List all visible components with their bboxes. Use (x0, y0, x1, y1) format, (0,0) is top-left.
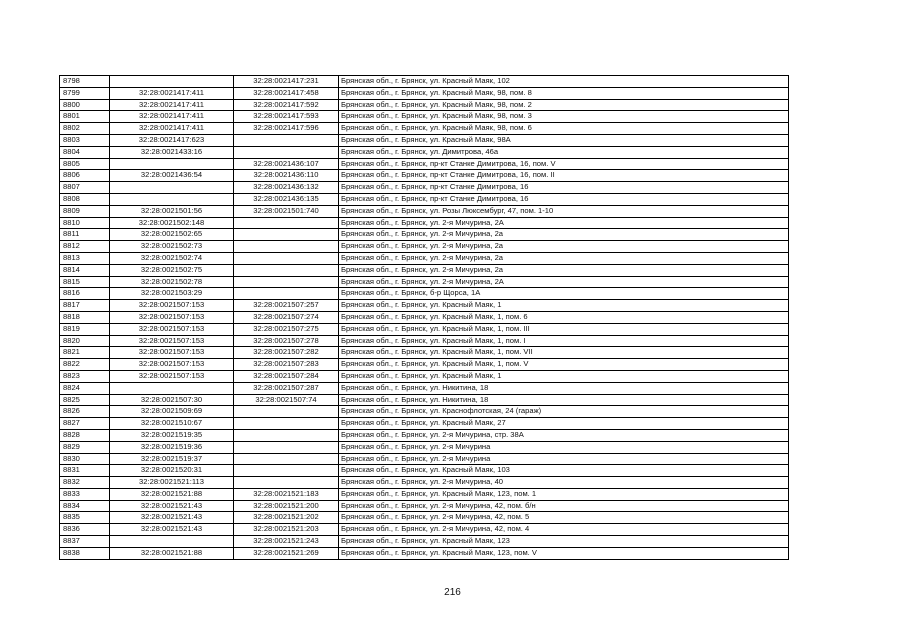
address-cell: Брянская обл., г. Брянск, ул. 2-я Мичурина (339, 441, 789, 453)
row-number-cell: 8811 (60, 229, 110, 241)
table-row (60, 182, 789, 194)
table-row (60, 158, 789, 170)
row-number-cell: 8834 (60, 500, 110, 512)
land-cadastral-number-cell: 32:28:0021507:153 (110, 359, 234, 371)
address-cell: Брянская обл., г. Брянск, ул. Красный Маяк, 123 (339, 536, 789, 548)
address-cell: Брянская обл., г. Брянск, ул. 2-я Мичурина, 2а (339, 264, 789, 276)
row-number-cell: 8838 (60, 547, 110, 559)
row-number-cell: 8805 (60, 158, 110, 170)
table-row (60, 241, 789, 253)
row-number-cell: 8829 (60, 441, 110, 453)
address-cell: Брянская обл., г. Брянск, пр-кт Станке Димитрова, 16 (339, 193, 789, 205)
land-cadastral-number-cell: 32:28:0021521:43 (110, 500, 234, 512)
address-cell: Брянская обл., г. Брянск, ул. Димитрова, 46а (339, 146, 789, 158)
address-cell: Брянская обл., г. Брянск, ул. 2-я Мичурина, 2А (339, 276, 789, 288)
building-cadastral-number-cell: 32:28:0021436:107 (234, 158, 339, 170)
table-row (60, 370, 789, 382)
row-number-cell: 8808 (60, 193, 110, 205)
row-number-cell: 8821 (60, 347, 110, 359)
land-cadastral-number-cell (110, 182, 234, 194)
table-row (60, 536, 789, 548)
address-cell: Брянская обл., г. Брянск, ул. Красный Маяк, 1 (339, 300, 789, 312)
building-cadastral-number-cell (234, 241, 339, 253)
registry-table-body (60, 76, 789, 560)
table-row (60, 193, 789, 205)
address-cell: Брянская обл., г. Брянск, пр-кт Станке Димитрова, 16 (339, 182, 789, 194)
building-cadastral-number-cell: 32:28:0021507:74 (234, 394, 339, 406)
building-cadastral-number-cell (234, 217, 339, 229)
row-number-cell: 8828 (60, 429, 110, 441)
row-number-cell: 8809 (60, 205, 110, 217)
land-cadastral-number-cell (110, 382, 234, 394)
address-cell: Брянская обл., г. Брянск, ул. Красный Маяк, 98А (339, 134, 789, 146)
land-cadastral-number-cell: 32:28:0021501:56 (110, 205, 234, 217)
row-number-cell: 8802 (60, 123, 110, 135)
building-cadastral-number-cell: 32:28:0021507:275 (234, 323, 339, 335)
table-row (60, 347, 789, 359)
table-row (60, 418, 789, 430)
land-cadastral-number-cell: 32:28:0021417:411 (110, 111, 234, 123)
land-cadastral-number-cell: 32:28:0021521:43 (110, 524, 234, 536)
row-number-cell: 8831 (60, 465, 110, 477)
table-row (60, 111, 789, 123)
row-number-cell: 8823 (60, 370, 110, 382)
address-cell: Брянская обл., г. Брянск, ул. Красный Маяк, 98, пом. 8 (339, 87, 789, 99)
address-cell: Брянская обл., г. Брянск, ул. Красный Маяк, 27 (339, 418, 789, 430)
building-cadastral-number-cell: 32:28:0021521:243 (234, 536, 339, 548)
address-cell: Брянская обл., г. Брянск, ул. 2-я Мичурина, 42, пом. 4 (339, 524, 789, 536)
row-number-cell: 8822 (60, 359, 110, 371)
land-cadastral-number-cell: 32:28:0021521:43 (110, 512, 234, 524)
row-number-cell: 8807 (60, 182, 110, 194)
table-row (60, 264, 789, 276)
address-cell: Брянская обл., г. Брянск, ул. Красный Маяк, 123, пом. 1 (339, 488, 789, 500)
address-cell: Брянская обл., г. Брянск, ул. Красный Маяк, 1 (339, 370, 789, 382)
land-cadastral-number-cell: 32:28:0021507:30 (110, 394, 234, 406)
land-cadastral-number-cell: 32:28:0021519:36 (110, 441, 234, 453)
land-cadastral-number-cell: 32:28:0021502:75 (110, 264, 234, 276)
address-cell: Брянская обл., г. Брянск, ул. 2-я Мичурина (339, 453, 789, 465)
address-cell: Брянская обл., г. Брянск, ул. Красный Маяк, 98, пом. 3 (339, 111, 789, 123)
table-row (60, 453, 789, 465)
address-cell: Брянская обл., г. Брянск, пр-кт Станке Димитрова, 16, пом. V (339, 158, 789, 170)
building-cadastral-number-cell: 32:28:0021417:593 (234, 111, 339, 123)
table-row (60, 394, 789, 406)
table-row (60, 359, 789, 371)
land-cadastral-number-cell: 32:28:0021502:65 (110, 229, 234, 241)
table-row (60, 123, 789, 135)
building-cadastral-number-cell: 32:28:0021436:135 (234, 193, 339, 205)
land-cadastral-number-cell: 32:28:0021521:113 (110, 477, 234, 489)
table-row (60, 323, 789, 335)
land-cadastral-number-cell: 32:28:0021502:73 (110, 241, 234, 253)
address-cell: Брянская обл., г. Брянск, ул. Розы Люксембург, 47, пом. 1-10 (339, 205, 789, 217)
building-cadastral-number-cell (234, 276, 339, 288)
table-row (60, 170, 789, 182)
land-cadastral-number-cell: 32:28:0021507:153 (110, 300, 234, 312)
address-cell: Брянская обл., г. Брянск, ул. Красный Маяк, 98, пом. 6 (339, 123, 789, 135)
building-cadastral-number-cell (234, 406, 339, 418)
building-cadastral-number-cell: 32:28:0021507:282 (234, 347, 339, 359)
building-cadastral-number-cell (234, 134, 339, 146)
row-number-cell: 8832 (60, 477, 110, 489)
land-cadastral-number-cell: 32:28:0021519:35 (110, 429, 234, 441)
land-cadastral-number-cell: 32:28:0021502:74 (110, 252, 234, 264)
address-cell: Брянская обл., г. Брянск, ул. Красный Маяк, 1, пом. V (339, 359, 789, 371)
land-cadastral-number-cell: 32:28:0021521:88 (110, 488, 234, 500)
land-cadastral-number-cell: 32:28:0021507:153 (110, 335, 234, 347)
building-cadastral-number-cell (234, 418, 339, 430)
land-cadastral-number-cell: 32:28:0021507:153 (110, 311, 234, 323)
row-number-cell: 8814 (60, 264, 110, 276)
row-number-cell: 8835 (60, 512, 110, 524)
table-row (60, 441, 789, 453)
table-row (60, 335, 789, 347)
land-cadastral-number-cell: 32:28:0021510:67 (110, 418, 234, 430)
building-cadastral-number-cell: 32:28:0021436:132 (234, 182, 339, 194)
table-row (60, 429, 789, 441)
table-row (60, 524, 789, 536)
table-row (60, 276, 789, 288)
building-cadastral-number-cell (234, 146, 339, 158)
building-cadastral-number-cell (234, 288, 339, 300)
building-cadastral-number-cell: 32:28:0021521:203 (234, 524, 339, 536)
table-row (60, 134, 789, 146)
address-cell: Брянская обл., г. Брянск, ул. Красный Маяк, 103 (339, 465, 789, 477)
row-number-cell: 8837 (60, 536, 110, 548)
land-cadastral-number-cell: 32:28:0021502:148 (110, 217, 234, 229)
land-cadastral-number-cell: 32:28:0021521:88 (110, 547, 234, 559)
land-cadastral-number-cell: 32:28:0021417:623 (110, 134, 234, 146)
row-number-cell: 8810 (60, 217, 110, 229)
building-cadastral-number-cell (234, 465, 339, 477)
building-cadastral-number-cell: 32:28:0021417:458 (234, 87, 339, 99)
address-cell: Брянская обл., г. Брянск, ул. 2-я Мичурина, 42, пом. б/н (339, 500, 789, 512)
building-cadastral-number-cell: 32:28:0021507:257 (234, 300, 339, 312)
table-row (60, 99, 789, 111)
land-cadastral-number-cell (110, 193, 234, 205)
table-row (60, 205, 789, 217)
building-cadastral-number-cell: 32:28:0021507:278 (234, 335, 339, 347)
building-cadastral-number-cell: 32:28:0021521:200 (234, 500, 339, 512)
building-cadastral-number-cell: 32:28:0021417:592 (234, 99, 339, 111)
building-cadastral-number-cell: 32:28:0021521:183 (234, 488, 339, 500)
land-cadastral-number-cell: 32:28:0021507:153 (110, 347, 234, 359)
building-cadastral-number-cell (234, 477, 339, 489)
row-number-cell: 8804 (60, 146, 110, 158)
address-cell: Брянская обл., г. Брянск, ул. 2-я Мичурина, 2а (339, 241, 789, 253)
row-number-cell: 8820 (60, 335, 110, 347)
building-cadastral-number-cell: 32:28:0021521:269 (234, 547, 339, 559)
land-cadastral-number-cell: 32:28:0021507:153 (110, 323, 234, 335)
land-cadastral-number-cell: 32:28:0021503:29 (110, 288, 234, 300)
address-cell: Брянская обл., г. Брянск, ул. Красный Маяк, 123, пом. V (339, 547, 789, 559)
building-cadastral-number-cell (234, 229, 339, 241)
building-cadastral-number-cell (234, 252, 339, 264)
row-number-cell: 8824 (60, 382, 110, 394)
table-row (60, 229, 789, 241)
table-row (60, 87, 789, 99)
address-cell: Брянская обл., г. Брянск, ул. Краснофлотская, 24 (гараж) (339, 406, 789, 418)
address-cell: Брянская обл., г. Брянск, ул. 2-я Мичурина, стр. 38А (339, 429, 789, 441)
building-cadastral-number-cell (234, 441, 339, 453)
address-cell: Брянская обл., г. Брянск, ул. Красный Маяк, 1, пом. I (339, 335, 789, 347)
land-cadastral-number-cell: 32:28:0021417:411 (110, 99, 234, 111)
table-row (60, 488, 789, 500)
row-number-cell: 8812 (60, 241, 110, 253)
land-cadastral-number-cell: 32:28:0021417:411 (110, 123, 234, 135)
land-cadastral-number-cell: 32:28:0021520:31 (110, 465, 234, 477)
row-number-cell: 8813 (60, 252, 110, 264)
row-number-cell: 8817 (60, 300, 110, 312)
row-number-cell: 8800 (60, 99, 110, 111)
address-cell: Брянская обл., г. Брянск, ул. Красный Маяк, 98, пом. 2 (339, 99, 789, 111)
table-row (60, 76, 789, 88)
page-number: 216 (444, 587, 461, 598)
row-number-cell: 8799 (60, 87, 110, 99)
row-number-cell: 8803 (60, 134, 110, 146)
table-row (60, 288, 789, 300)
table-row (60, 512, 789, 524)
row-number-cell: 8816 (60, 288, 110, 300)
row-number-cell: 8806 (60, 170, 110, 182)
building-cadastral-number-cell: 32:28:0021436:110 (234, 170, 339, 182)
address-cell: Брянская обл., г. Брянск, ул. Красный Маяк, 1, пом. VII (339, 347, 789, 359)
table-row (60, 500, 789, 512)
building-cadastral-number-cell: 32:28:0021417:231 (234, 76, 339, 88)
address-cell: Брянская обл., г. Брянск, ул. Красный Маяк, 1, пом. 6 (339, 311, 789, 323)
table-row (60, 547, 789, 559)
row-number-cell: 8830 (60, 453, 110, 465)
address-cell: Брянская обл., г. Брянск, пр-кт Станке Димитрова, 16, пом. II (339, 170, 789, 182)
address-cell: Брянская обл., г. Брянск, ул. Красный Маяк, 1, пом. III (339, 323, 789, 335)
land-cadastral-number-cell (110, 158, 234, 170)
table-row (60, 465, 789, 477)
land-cadastral-number-cell: 32:28:0021519:37 (110, 453, 234, 465)
building-cadastral-number-cell: 32:28:0021507:274 (234, 311, 339, 323)
row-number-cell: 8801 (60, 111, 110, 123)
building-cadastral-number-cell: 32:28:0021501:740 (234, 205, 339, 217)
registry-table (59, 75, 789, 560)
address-cell: Брянская обл., г. Брянск, ул. Красный Маяк, 102 (339, 76, 789, 88)
address-cell: Брянская обл., г. Брянск, б-р Щорса, 1А (339, 288, 789, 300)
address-cell: Брянская обл., г. Брянск, ул. Никитина, 18 (339, 394, 789, 406)
table-row (60, 217, 789, 229)
row-number-cell: 8836 (60, 524, 110, 536)
building-cadastral-number-cell: 32:28:0021507:284 (234, 370, 339, 382)
row-number-cell: 8826 (60, 406, 110, 418)
table-row (60, 382, 789, 394)
table-row (60, 477, 789, 489)
row-number-cell: 8827 (60, 418, 110, 430)
land-cadastral-number-cell: 32:28:0021417:411 (110, 87, 234, 99)
row-number-cell: 8819 (60, 323, 110, 335)
land-cadastral-number-cell: 32:28:0021507:153 (110, 370, 234, 382)
address-cell: Брянская обл., г. Брянск, ул. 2-я Мичурина, 42, пом. 5 (339, 512, 789, 524)
building-cadastral-number-cell (234, 429, 339, 441)
address-cell: Брянская обл., г. Брянск, ул. 2-я Мичурина, 2а (339, 252, 789, 264)
row-number-cell: 8818 (60, 311, 110, 323)
land-cadastral-number-cell (110, 76, 234, 88)
row-number-cell: 8815 (60, 276, 110, 288)
row-number-cell: 8825 (60, 394, 110, 406)
address-cell: Брянская обл., г. Брянск, ул. 2-я Мичурина, 40 (339, 477, 789, 489)
row-number-cell: 8833 (60, 488, 110, 500)
building-cadastral-number-cell: 32:28:0021417:596 (234, 123, 339, 135)
building-cadastral-number-cell: 32:28:0021507:287 (234, 382, 339, 394)
land-cadastral-number-cell: 32:28:0021433:16 (110, 146, 234, 158)
land-cadastral-number-cell: 32:28:0021502:78 (110, 276, 234, 288)
table-row (60, 300, 789, 312)
table-row (60, 146, 789, 158)
address-cell: Брянская обл., г. Брянск, ул. Никитина, 18 (339, 382, 789, 394)
address-cell: Брянская обл., г. Брянск, ул. 2-я Мичурина, 2а (339, 229, 789, 241)
address-cell: Брянская обл., г. Брянск, ул. 2-я Мичурина, 2А (339, 217, 789, 229)
row-number-cell: 8798 (60, 76, 110, 88)
table-row (60, 252, 789, 264)
table-row (60, 311, 789, 323)
building-cadastral-number-cell (234, 453, 339, 465)
building-cadastral-number-cell (234, 264, 339, 276)
land-cadastral-number-cell (110, 536, 234, 548)
land-cadastral-number-cell: 32:28:0021509:69 (110, 406, 234, 418)
building-cadastral-number-cell: 32:28:0021507:283 (234, 359, 339, 371)
land-cadastral-number-cell: 32:28:0021436:54 (110, 170, 234, 182)
building-cadastral-number-cell: 32:28:0021521:202 (234, 512, 339, 524)
table-row (60, 406, 789, 418)
